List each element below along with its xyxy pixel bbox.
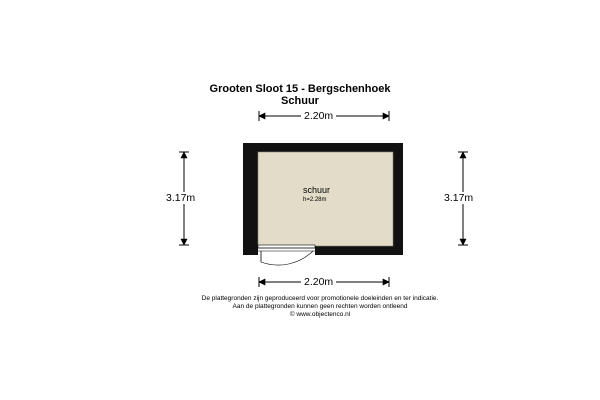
dimension-right-label: 3.17m: [441, 192, 476, 204]
dimension-top-label: 2.20m: [301, 110, 336, 122]
room-height-note: h=2.28m: [303, 197, 327, 203]
dimension-bottom-label: 2.20m: [301, 276, 336, 288]
dimension-left-label: 3.17m: [163, 192, 198, 204]
disclaimer-line-2: Aan de plattegronden kunnen geen rechten worden ontleend: [232, 303, 408, 310]
disclaimer-line-1: De plattegronden zijn geproduceerd voor promotionele doeleinden en ter indicatie.: [201, 295, 439, 302]
copyright-line: © www.objectenco.nl: [289, 311, 351, 318]
room-name: schuur: [303, 185, 331, 195]
plan-address: Grooten Sloot 15 - Bergschenhoek: [209, 83, 391, 95]
plan-floor-name: Schuur: [281, 95, 319, 107]
